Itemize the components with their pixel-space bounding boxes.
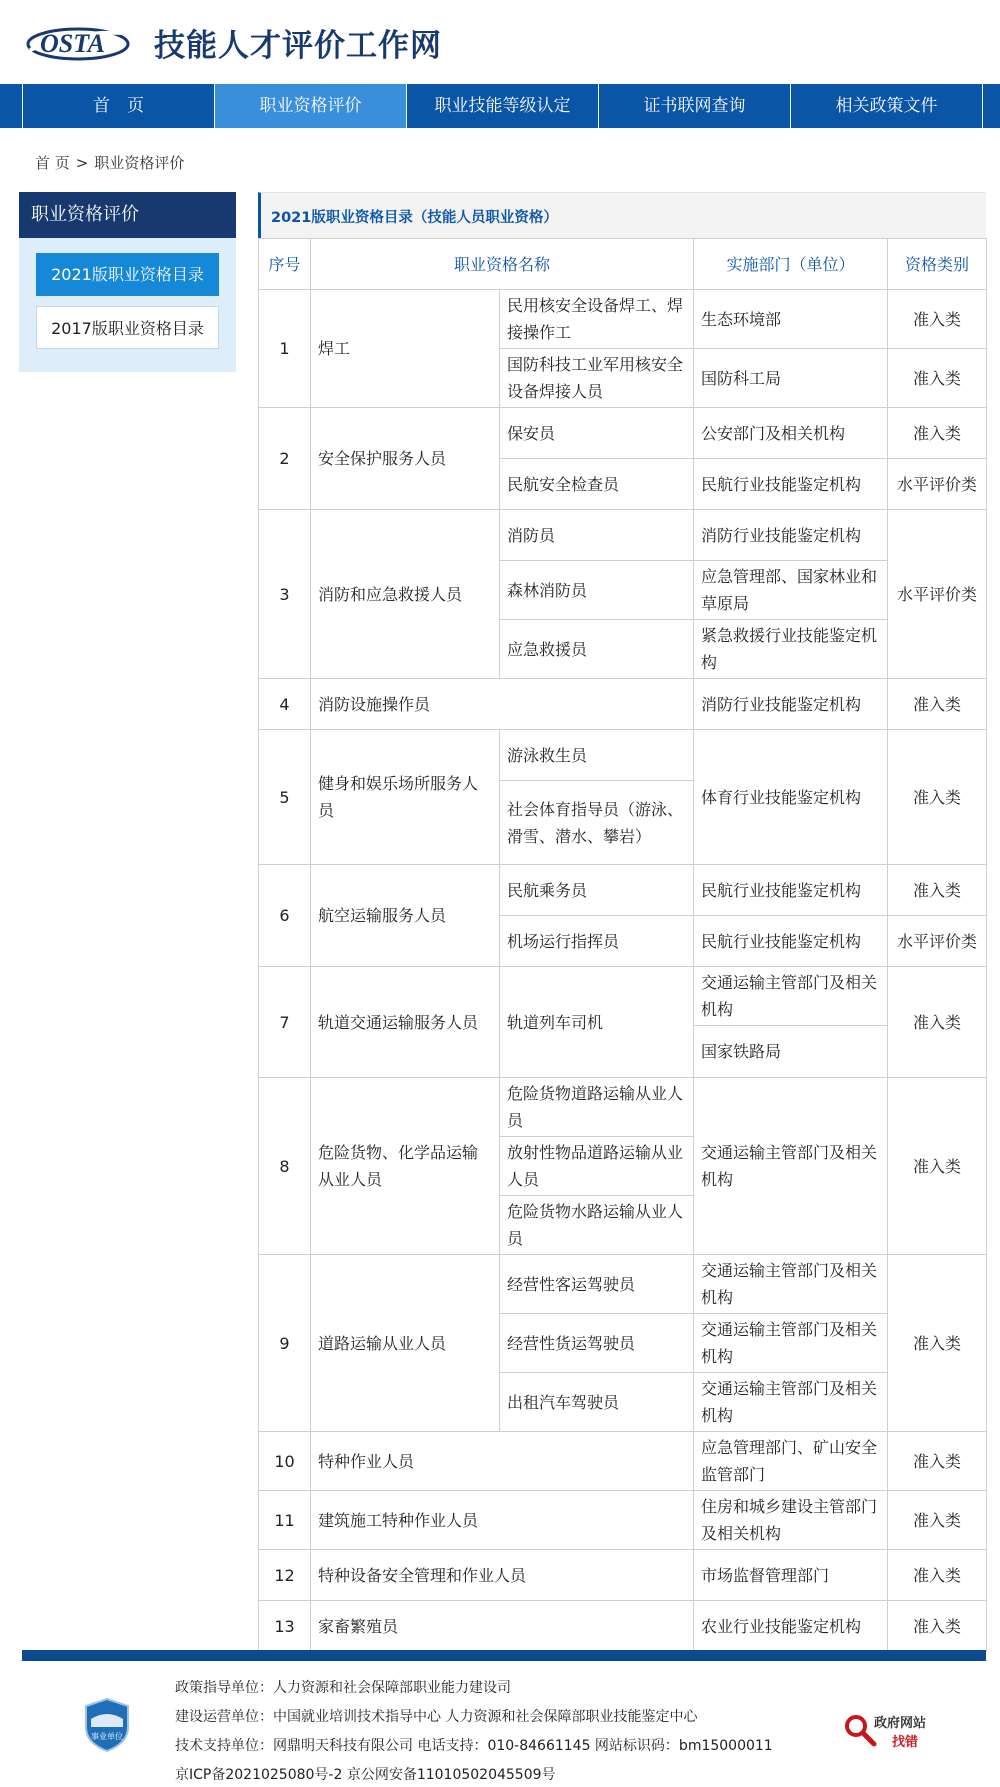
cell-dept: 交通运输主管部门及相关机构 [694,1078,888,1255]
table-row [259,1491,987,1550]
cell-sub: 出租汽车驾驶员 [500,1373,694,1432]
footer-line-icp[interactable]: 京ICP备2021025080号-2 京公网安备11010502045509号 [175,1767,556,1783]
nav-certificate-query[interactable]: 证书联网查询 [599,84,791,128]
footer-line-support: 技术支持单位：网鼎明天科技有限公司 电话支持：010-84661145 网站标识码：bm15000011 [175,1738,773,1754]
cell-name: 航空运输服务人员 [311,865,500,967]
cell-no: 10 [259,1432,311,1491]
table-header-row [259,239,987,290]
footer-divider [22,1650,986,1661]
sidebar-item-2017-catalog[interactable]: 2017版职业资格目录 [36,306,219,349]
sidebar-title: 职业资格评价 [19,192,236,238]
cell-sub: 经营性客运驾驶员 [500,1255,694,1314]
cell-category: 准入类 [888,1255,987,1432]
cell-no: 13 [259,1601,311,1652]
cell-dept: 体育行业技能鉴定机构 [694,730,888,865]
cell-name: 特种作业人员 [311,1432,694,1491]
table-row [259,730,987,781]
cell-name: 轨道交通运输服务人员 [311,967,500,1078]
cell-category: 准入类 [888,1601,987,1652]
table-row [259,1078,987,1137]
cell-no: 6 [259,865,311,967]
table-row [259,408,987,459]
cell-dept: 生态环境部 [694,290,888,349]
magnifier-icon [842,1710,878,1750]
cell-name: 消防和应急救援人员 [311,510,500,679]
cell-no: 5 [259,730,311,865]
sidebar-item-2021-catalog[interactable]: 2021版职业资格目录 [36,253,219,296]
osta-logo-icon [26,20,136,64]
cell-category: 水平评价类 [888,916,987,967]
footer-line-operator: 建设运营单位：中国就业培训技术指导中心 人力资源和社会保障部职业技能鉴定中心 [175,1709,698,1725]
logo-text: OSTA [40,29,106,58]
table-row [259,1432,987,1491]
cell-dept: 民航行业技能鉴定机构 [694,459,888,510]
panel-header [258,192,986,238]
cell-dept: 农业行业技能鉴定机构 [694,1601,888,1652]
cell-no: 3 [259,510,311,679]
sidebar [19,192,236,372]
cell-sub: 放射性物品道路运输从业人员 [500,1137,694,1196]
cell-dept: 消防行业技能鉴定机构 [694,679,888,730]
table-row [259,865,987,916]
cell-sub: 游泳救生员 [500,730,694,781]
breadcrumb [35,152,190,173]
cell-category: 准入类 [888,290,987,349]
cell-no: 2 [259,408,311,510]
cell-category: 准入类 [888,967,987,1078]
header-dept: 实施部门（单位） [694,239,888,290]
cell-dept: 住房和城乡建设主管部门及相关机构 [694,1491,888,1550]
cell-category: 准入类 [888,730,987,865]
cell-sub: 社会体育指导员（游泳、滑雪、潜水、攀岩） [500,781,694,865]
cell-name: 家畜繁殖员 [311,1601,694,1652]
cell-no: 11 [259,1491,311,1550]
cell-sub: 森林消防员 [500,561,694,620]
cell-dept: 交通运输主管部门及相关机构 [694,967,888,1026]
nav-home[interactable]: 首 页 [23,84,215,128]
nav-qualification-evaluation[interactable]: 职业资格评价 [215,84,407,128]
public-institution-badge-icon[interactable] [83,1697,131,1753]
cell-sub: 民航安全检查员 [500,459,694,510]
header-no: 序号 [259,239,311,290]
cell-category: 水平评价类 [888,459,987,510]
site-title: 技能人才评价工作网 [154,27,442,64]
cell-name: 特种设备安全管理和作业人员 [311,1550,694,1601]
cell-dept: 民航行业技能鉴定机构 [694,865,888,916]
cell-category: 准入类 [888,1432,987,1491]
nav-skill-level-certification[interactable]: 职业技能等级认定 [407,84,599,128]
cell-category: 准入类 [888,1550,987,1601]
panel-title: 2021版职业资格目录（技能人员职业资格） [271,210,558,226]
cell-dept: 公安部门及相关机构 [694,408,888,459]
badge-text: 事业单位 [91,1732,123,1741]
cell-category: 准入类 [888,1491,987,1550]
qualification-table [258,238,987,1652]
site-header [0,0,1000,84]
cell-dept: 交通运输主管部门及相关机构 [694,1314,888,1373]
cell-dept: 交通运输主管部门及相关机构 [694,1255,888,1314]
footer-line-policy: 政策指导单位：人力资源和社会保障部职业能力建设司 [175,1680,511,1696]
cell-no: 1 [259,290,311,408]
cell-category: 准入类 [888,865,987,916]
cell-category: 准入类 [888,408,987,459]
cell-name: 安全保护服务人员 [311,408,500,510]
cell-no: 9 [259,1255,311,1432]
cell-dept: 消防行业技能鉴定机构 [694,510,888,561]
site-logo[interactable] [26,18,442,66]
nav-policy-documents[interactable]: 相关政策文件 [791,84,983,128]
cell-dept: 应急管理部、国家林业和草原局 [694,561,888,620]
header-name: 职业资格名称 [311,239,694,290]
cell-sub: 消防员 [500,510,694,561]
cell-sub: 民航乘务员 [500,865,694,916]
cell-dept: 紧急救援行业技能鉴定机构 [694,620,888,679]
main-nav [0,84,1000,128]
cell-category: 水平评价类 [888,510,987,679]
cell-dept: 民航行业技能鉴定机构 [694,916,888,967]
gov-sub-label: 找错 [892,1735,919,1750]
table-row [259,679,987,730]
cell-dept: 国家铁路局 [694,1026,888,1078]
table-row [259,290,987,349]
cell-sub: 民用核安全设备焊工、焊接操作工 [500,290,694,349]
breadcrumb-home[interactable]: 首 页 [35,154,70,172]
table-row [259,967,987,1026]
cell-name: 健身和娱乐场所服务人员 [311,730,500,865]
cell-name: 道路运输从业人员 [311,1255,500,1432]
cell-sub: 危险货物道路运输从业人员 [500,1078,694,1137]
cell-sub: 轨道列车司机 [500,967,694,1078]
cell-sub: 危险货物水路运输从业人员 [500,1196,694,1255]
cell-name: 建筑施工特种作业人员 [311,1491,694,1550]
cell-category: 准入类 [888,349,987,408]
cell-sub: 机场运行指挥员 [500,916,694,967]
cell-name: 消防设施操作员 [311,679,694,730]
gov-website-error-report[interactable] [842,1710,934,1750]
table-row [259,1601,987,1652]
table-row [259,510,987,561]
gov-label: 政府网站 [874,1716,927,1731]
cell-dept: 国防科工局 [694,349,888,408]
table-row [259,1550,987,1601]
table-row [259,1255,987,1314]
cell-no: 12 [259,1550,311,1601]
header-category: 资格类别 [888,239,987,290]
cell-sub: 保安员 [500,408,694,459]
cell-dept: 交通运输主管部门及相关机构 [694,1373,888,1432]
cell-category: 准入类 [888,679,987,730]
cell-no: 7 [259,967,311,1078]
cell-no: 8 [259,1078,311,1255]
cell-name: 焊工 [311,290,500,408]
cell-sub: 应急救援员 [500,620,694,679]
cell-dept: 应急管理部门、矿山安全监管部门 [694,1432,888,1491]
cell-sub: 经营性货运驾驶员 [500,1314,694,1373]
cell-dept: 市场监督管理部门 [694,1550,888,1601]
footer-info [175,1674,773,1787]
cell-sub: 国防科技工业军用核安全设备焊接人员 [500,349,694,408]
breadcrumb-current[interactable]: 职业资格评价 [94,154,185,172]
cell-name: 危险货物、化学品运输从业人员 [311,1078,500,1255]
breadcrumb-separator: > [75,154,89,172]
cell-no: 4 [259,679,311,730]
cell-category: 准入类 [888,1078,987,1255]
